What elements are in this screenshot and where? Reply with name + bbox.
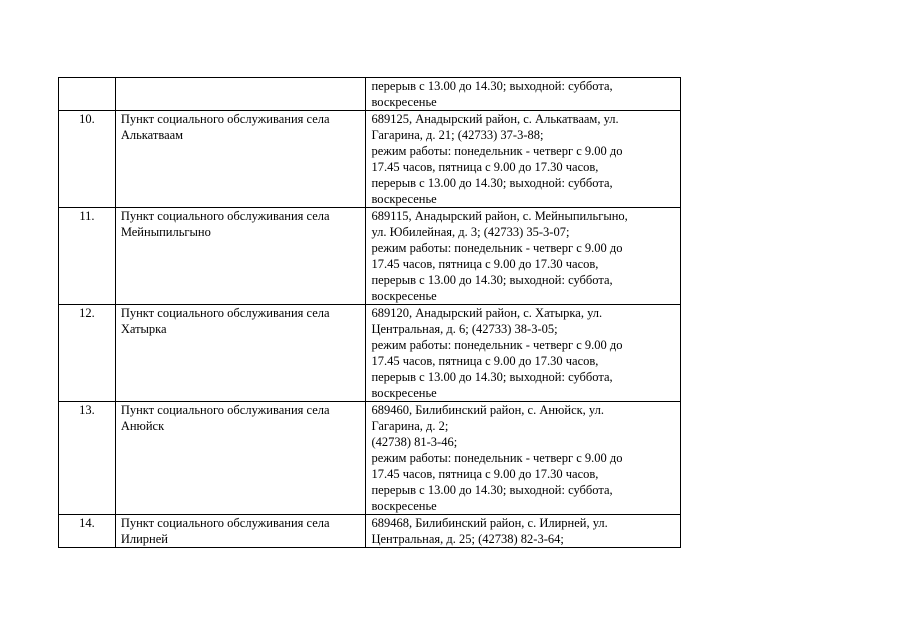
address-line: перерыв с 13.00 до 14.30; выходной: суббота,: [371, 273, 613, 287]
address-line: режим работы: понедельник - четверг с 9.00 до: [371, 338, 623, 352]
name-line: Пункт социального обслуживания села: [120, 209, 330, 223]
table-body: [59, 78, 681, 548]
row-number-cell: [59, 305, 116, 402]
name-line: Мейныпильгыно: [120, 225, 211, 239]
row-number: 13.: [79, 403, 95, 417]
address-line: 17.45 часов, пятница с 9.00 до 17.30 часов,: [371, 160, 599, 174]
name-line: Пункт социального обслуживания села: [120, 306, 330, 320]
address-line: перерыв с 13.00 до 14.30; выходной: суббота,: [371, 370, 613, 384]
name-line: Хатырка: [120, 322, 167, 336]
name-line: Пункт социального обслуживания села: [120, 403, 330, 417]
table-row: [59, 111, 681, 208]
row-number-cell: [59, 208, 116, 305]
point-address-cell: [366, 78, 681, 111]
point-name-cell: [115, 111, 366, 208]
table-row: [59, 305, 681, 402]
address-line: ул. Юбилейная, д. 3; (42733) 35-3-07;: [371, 225, 570, 239]
address-line: 689468, Билибинский район, с. Илирней, ул.: [371, 516, 608, 530]
address-line: воскресенье: [371, 386, 437, 400]
point-name-cell: [115, 515, 366, 548]
row-number: 11.: [79, 209, 95, 223]
address-line: режим работы: понедельник - четверг с 9.00 до: [371, 144, 623, 158]
address-line: режим работы: понедельник - четверг с 9.00 до: [371, 241, 623, 255]
address-line: воскресенье: [371, 289, 437, 303]
address-line: 17.45 часов, пятница с 9.00 до 17.30 часов,: [371, 354, 599, 368]
table-row: [59, 78, 681, 111]
address-line: Центральная, д. 6; (42733) 38-3-05;: [371, 322, 558, 336]
name-line: Пункт социального обслуживания села: [120, 112, 330, 126]
point-address-cell: [366, 402, 681, 515]
point-name-cell: [115, 402, 366, 515]
row-number-cell: [59, 402, 116, 515]
address-line: воскресенье: [371, 95, 437, 109]
row-number-cell: [59, 78, 116, 111]
name-line: Пункт социального обслуживания села: [120, 516, 330, 530]
row-number-cell: [59, 515, 116, 548]
row-number: 12.: [79, 306, 95, 320]
address-line: перерыв с 13.00 до 14.30; выходной: суббота,: [371, 176, 613, 190]
point-address-cell: [366, 515, 681, 548]
name-line: Алькатваам: [120, 128, 184, 142]
address-line: Центральная, д. 25; (42738) 82-3-64;: [371, 532, 564, 546]
address-line: 689120, Анадырский район, с. Хатырка, ул.: [371, 306, 603, 320]
address-line: 689125, Анадырский район, с. Алькатваам, ул.: [371, 112, 619, 126]
address-line: Гагарина, д. 21; (42733) 37-3-88;: [371, 128, 544, 142]
address-line: Гагарина, д. 2;: [371, 419, 449, 433]
address-line: воскресенье: [371, 499, 437, 513]
row-number: 14.: [79, 516, 95, 530]
name-line: Анюйск: [120, 419, 165, 433]
point-address-cell: [366, 111, 681, 208]
address-line: перерыв с 13.00 до 14.30; выходной: суббота,: [371, 483, 613, 497]
point-name-cell: [115, 78, 366, 111]
address-line: 17.45 часов, пятница с 9.00 до 17.30 часов,: [371, 257, 599, 271]
row-number: 10.: [79, 112, 95, 126]
row-number-cell: [59, 111, 116, 208]
table-row: [59, 402, 681, 515]
address-line: 689115, Анадырский район, с. Мейныпильгыно,: [371, 209, 628, 223]
point-address-cell: [366, 305, 681, 402]
address-line: режим работы: понедельник - четверг с 9.00 до: [371, 451, 623, 465]
address-line: перерыв с 13.00 до 14.30; выходной: суббота,: [371, 79, 613, 93]
table-row: [59, 515, 681, 548]
address-line: (42738) 81-3-46;: [371, 435, 458, 449]
table-row: [59, 208, 681, 305]
address-line: 689460, Билибинский район, с. Анюйск, ул.: [371, 403, 604, 417]
point-address-cell: [366, 208, 681, 305]
point-name-cell: [115, 305, 366, 402]
address-line: 17.45 часов, пятница с 9.00 до 17.30 часов,: [371, 467, 599, 481]
name-line: Илирней: [120, 532, 168, 546]
point-name-cell: [115, 208, 366, 305]
service-points-table: [58, 77, 681, 548]
address-line: воскресенье: [371, 192, 437, 206]
